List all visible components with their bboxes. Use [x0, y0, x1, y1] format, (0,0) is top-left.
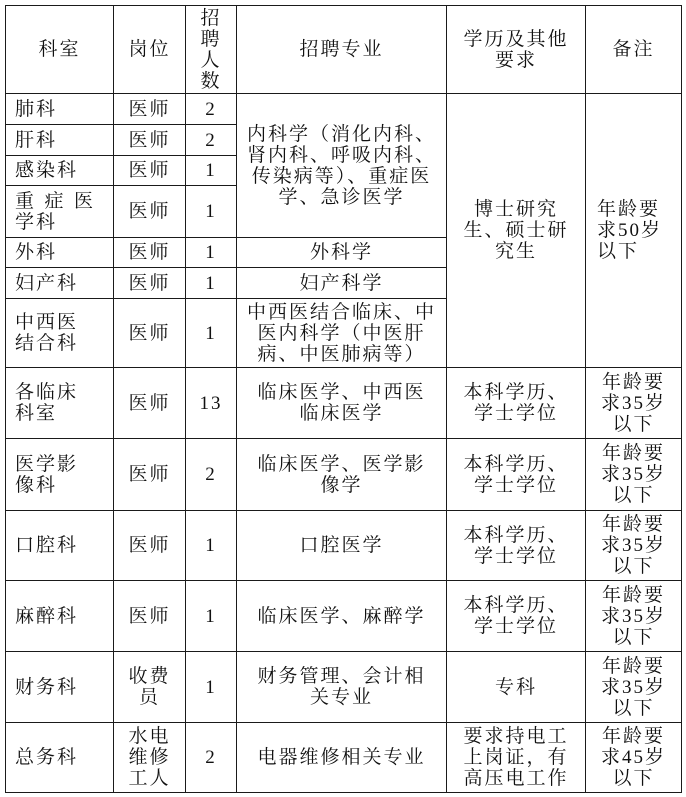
- department-cell: [6, 299, 114, 368]
- remarks-cell: [586, 368, 682, 439]
- header-remarks-cell: [586, 6, 682, 94]
- position-cell: [114, 156, 186, 186]
- position-cell: [114, 652, 186, 723]
- position-text: 医师: [128, 392, 171, 414]
- headcount-cell: [186, 238, 237, 268]
- headcount-text: 13: [199, 392, 223, 414]
- remarks-text: 年龄要求50岁以下: [597, 199, 663, 262]
- requirements-text: 本科学历、学士学位: [463, 382, 569, 424]
- requirements-text: 本科学历、学士学位: [463, 453, 569, 496]
- headcount-text: 2: [205, 129, 217, 151]
- specialty-cell: [237, 268, 447, 299]
- headcount-cell: [186, 581, 237, 652]
- specialty-cell: [237, 238, 447, 268]
- table-row: [6, 94, 682, 125]
- department-text: 重症医学科: [15, 190, 95, 233]
- header-department: 科室: [38, 39, 81, 60]
- department-cell: [6, 439, 114, 511]
- headcount-text: 2: [205, 464, 217, 485]
- department-cell: [6, 723, 114, 793]
- position-text: 医师: [128, 98, 171, 120]
- table-row: [6, 368, 682, 439]
- header-requirements: 学历及其他要求: [463, 28, 569, 71]
- department-cell: [6, 125, 114, 156]
- position-cell: [114, 94, 186, 125]
- department-text: 肝科: [15, 129, 58, 151]
- table-row: [6, 581, 682, 652]
- specialty-cell: [237, 723, 447, 793]
- department-text: 口腔科: [15, 535, 79, 556]
- table-header-row: [6, 6, 682, 94]
- requirements-cell: [447, 368, 586, 439]
- specialty-text: 临床医学、医学影像学: [257, 453, 426, 496]
- position-cell: [114, 299, 186, 368]
- header-specialty: 招聘专业: [299, 39, 384, 60]
- position-text: 医师: [128, 464, 171, 485]
- specialty-cell: [237, 439, 447, 511]
- specialty-cell: [237, 511, 447, 581]
- specialty-text: 妇产科学: [299, 272, 384, 294]
- header-remarks: 备注: [612, 39, 655, 60]
- department-text: 外科: [15, 242, 58, 263]
- specialty-text: 内科学（消化内科、肾内科、呼吸内科、传染病等）、重症医学、急诊医学: [246, 123, 436, 208]
- position-cell: [114, 439, 186, 511]
- remarks-cell: [586, 511, 682, 581]
- remarks-text: 年龄要求45岁以下: [600, 726, 666, 789]
- position-cell: [114, 268, 186, 299]
- remarks-cell: [586, 439, 682, 511]
- header-headcount-cell: [186, 6, 237, 94]
- headcount-text: 1: [205, 272, 217, 294]
- department-text: 中西医结合科: [15, 312, 79, 354]
- remarks-cell: [586, 94, 682, 368]
- position-cell: [114, 125, 186, 156]
- headcount-text: 1: [205, 201, 217, 222]
- requirements-cell: [447, 511, 586, 581]
- recruitment-table: [5, 5, 682, 793]
- department-cell: [6, 652, 114, 723]
- position-text: 医师: [128, 129, 171, 151]
- remarks-cell: [586, 652, 682, 723]
- position-text: 医师: [128, 272, 171, 294]
- department-cell: [6, 268, 114, 299]
- requirements-cell: [447, 723, 586, 793]
- headcount-cell: [186, 652, 237, 723]
- requirements-text: 博士研究生、硕士研究生: [463, 199, 569, 262]
- specialty-cell: [237, 299, 447, 368]
- specialty-text: 电器维修相关专业: [257, 747, 426, 768]
- department-cell: [6, 238, 114, 268]
- department-cell: [6, 94, 114, 125]
- headcount-cell: [186, 439, 237, 511]
- department-cell: [6, 156, 114, 186]
- specialty-cell: [237, 652, 447, 723]
- position-text: 医师: [128, 535, 171, 556]
- specialty-text: 临床医学、中西医临床医学: [257, 382, 426, 424]
- requirements-text: 本科学历、学士学位: [463, 524, 569, 567]
- position-text: 医师: [128, 160, 171, 181]
- department-text: 医学影像科: [15, 453, 79, 496]
- department-text: 麻醉科: [15, 605, 79, 627]
- headcount-cell: [186, 125, 237, 156]
- headcount-cell: [186, 723, 237, 793]
- specialty-text: 临床医学、麻醉学: [257, 605, 426, 627]
- table-row: [6, 723, 682, 793]
- position-text: 医师: [128, 605, 171, 627]
- requirements-text: 要求持电工上岗证，有高压电工作: [463, 726, 569, 789]
- headcount-text: 1: [205, 160, 217, 181]
- headcount-text: 1: [205, 322, 217, 344]
- header-position-cell: [114, 6, 186, 94]
- position-text: 水电维修工人: [128, 726, 171, 789]
- table-row: [6, 652, 682, 723]
- requirements-cell: [447, 439, 586, 511]
- remarks-text: 年龄要求35岁以下: [600, 443, 666, 506]
- department-cell: [6, 368, 114, 439]
- headcount-cell: [186, 156, 237, 186]
- headcount-cell: [186, 268, 237, 299]
- remarks-text: 年龄要求35岁以下: [600, 514, 666, 577]
- position-text: 医师: [128, 201, 171, 222]
- headcount-text: 2: [205, 98, 217, 120]
- headcount-text: 2: [205, 747, 217, 768]
- position-text: 收费员: [128, 666, 171, 708]
- department-text: 总务科: [15, 747, 79, 768]
- position-cell: [114, 186, 186, 238]
- position-cell: [114, 511, 186, 581]
- position-text: 医师: [128, 322, 171, 344]
- requirements-cell: [447, 581, 586, 652]
- requirements-text: 专科: [494, 676, 537, 698]
- department-cell: [6, 186, 114, 238]
- headcount-text: 1: [205, 605, 217, 627]
- headcount-text: 1: [205, 242, 217, 263]
- remarks-cell: [586, 723, 682, 793]
- specialty-cell: [237, 94, 447, 238]
- position-text: 医师: [128, 242, 171, 263]
- headcount-cell: [186, 94, 237, 125]
- department-text: 肺科: [15, 98, 58, 120]
- remarks-cell: [586, 581, 682, 652]
- position-cell: [114, 238, 186, 268]
- department-text: 各临床科室: [15, 382, 79, 424]
- header-specialty-cell: [237, 6, 447, 94]
- department-cell: [6, 511, 114, 581]
- table-row: [6, 439, 682, 511]
- remarks-text: 年龄要求35岁以下: [600, 371, 666, 435]
- specialty-cell: [237, 581, 447, 652]
- specialty-text: 财务管理、会计相关专业: [257, 666, 426, 708]
- department-cell: [6, 581, 114, 652]
- requirements-text: 本科学历、学士学位: [463, 595, 569, 637]
- headcount-text: 1: [205, 676, 217, 698]
- requirements-cell: [447, 652, 586, 723]
- requirements-cell: [447, 94, 586, 368]
- specialty-text: 口腔医学: [299, 535, 384, 556]
- table-row: [6, 511, 682, 581]
- header-position: 岗位: [128, 39, 171, 60]
- specialty-text: 外科学: [309, 242, 373, 263]
- remarks-text: 年龄要求35岁以下: [600, 584, 666, 648]
- department-text: 感染科: [15, 160, 79, 181]
- position-cell: [114, 368, 186, 439]
- headcount-cell: [186, 186, 237, 238]
- headcount-cell: [186, 299, 237, 368]
- department-text: 妇产科: [15, 272, 79, 294]
- header-department-cell: [6, 6, 114, 94]
- position-cell: [114, 581, 186, 652]
- header-headcount: 招聘人数: [200, 7, 222, 92]
- department-text: 财务科: [15, 676, 79, 698]
- headcount-text: 1: [205, 535, 217, 556]
- headcount-cell: [186, 511, 237, 581]
- specialty-cell: [237, 368, 447, 439]
- specialty-text: 中西医结合临床、中医内科学（中医肝病、中医肺病等）: [246, 301, 436, 365]
- header-requirements-cell: [447, 6, 586, 94]
- headcount-cell: [186, 368, 237, 439]
- remarks-text: 年龄要求35岁以下: [600, 655, 666, 719]
- position-cell: [114, 723, 186, 793]
